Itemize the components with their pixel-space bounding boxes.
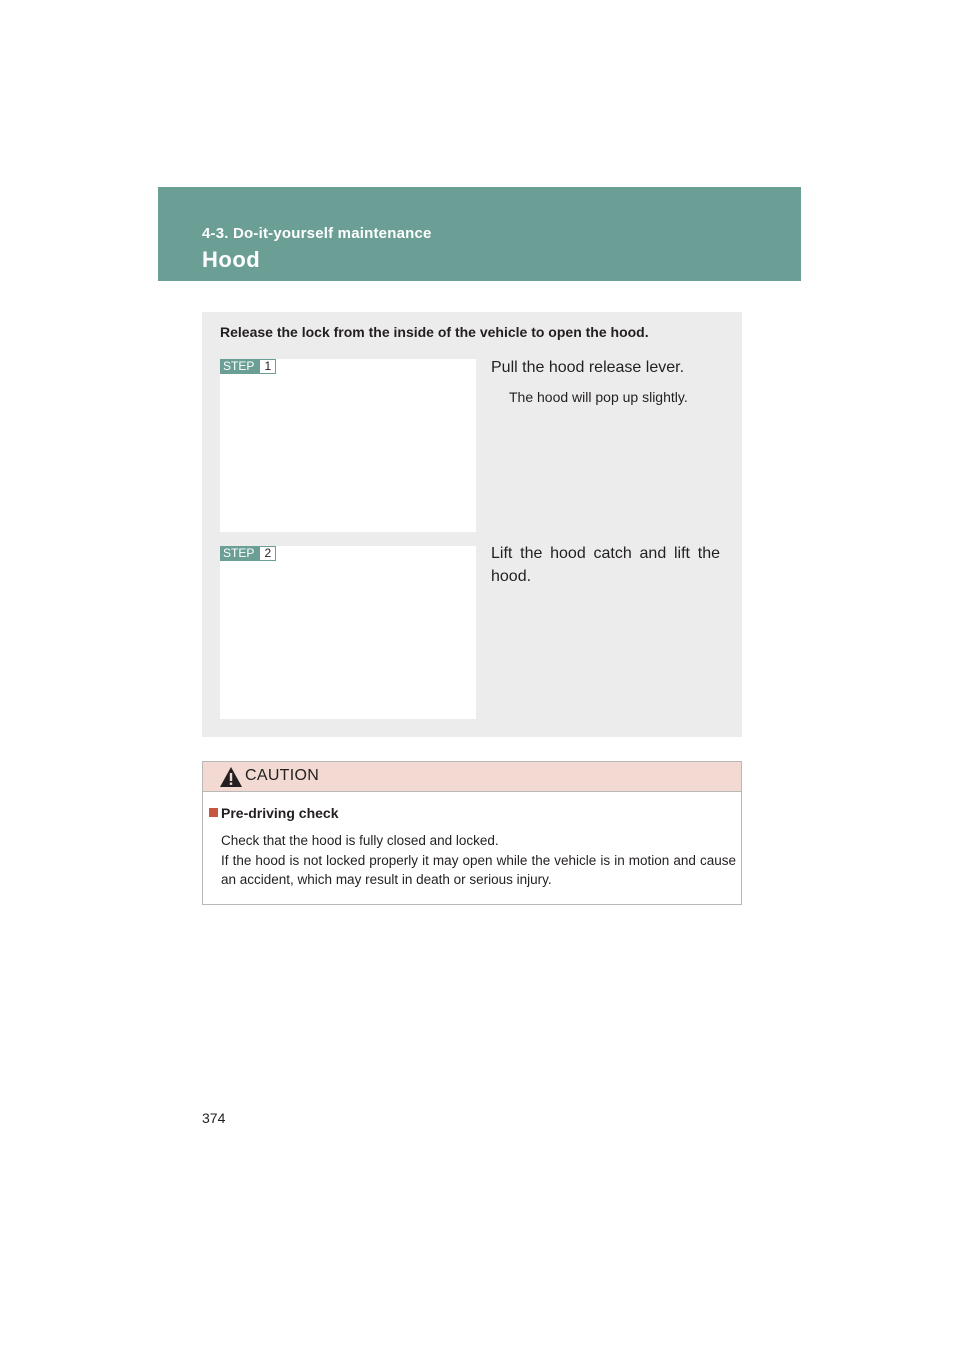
step-1-note: The hood will pop up slightly. xyxy=(509,389,688,405)
step-badge-number: 2 xyxy=(259,546,276,561)
step-2-badge xyxy=(220,546,276,561)
caution-heading-text: Pre-driving check xyxy=(221,805,339,821)
step-badge-label: STEP xyxy=(220,359,259,374)
square-bullet-icon xyxy=(209,808,218,817)
caution-title: CAUTION xyxy=(245,767,320,784)
warning-triangle-icon xyxy=(219,766,243,788)
step-2-text: Lift the hood catch and lift the hood. xyxy=(491,545,720,585)
caution-body xyxy=(221,831,736,890)
step-2-illustration xyxy=(220,546,476,719)
caution-line: If the hood is not locked properly it may open while the vehicle is in motion and cause an accident, which may result in death or serious injury. xyxy=(221,852,736,887)
step-1-illustration xyxy=(220,359,476,532)
page-title: Hood xyxy=(202,247,261,272)
caution-line: Check that the hood is fully closed and locked. xyxy=(221,833,499,848)
caution-box xyxy=(202,761,742,905)
intro-text: Release the lock from the inside of the vehicle to open the hood. xyxy=(220,324,649,340)
caution-heading xyxy=(209,805,339,821)
step-1-badge xyxy=(220,359,276,374)
caution-header xyxy=(203,762,741,792)
steps-panel xyxy=(202,312,742,737)
header-band xyxy=(158,187,801,281)
step-1-text: Pull the hood release lever. xyxy=(491,359,685,376)
step-badge-label: STEP xyxy=(220,546,259,561)
step-badge-number: 1 xyxy=(259,359,276,374)
page-number: 374 xyxy=(202,1110,226,1126)
section-label: 4-3. Do-it-yourself maintenance xyxy=(202,225,432,242)
